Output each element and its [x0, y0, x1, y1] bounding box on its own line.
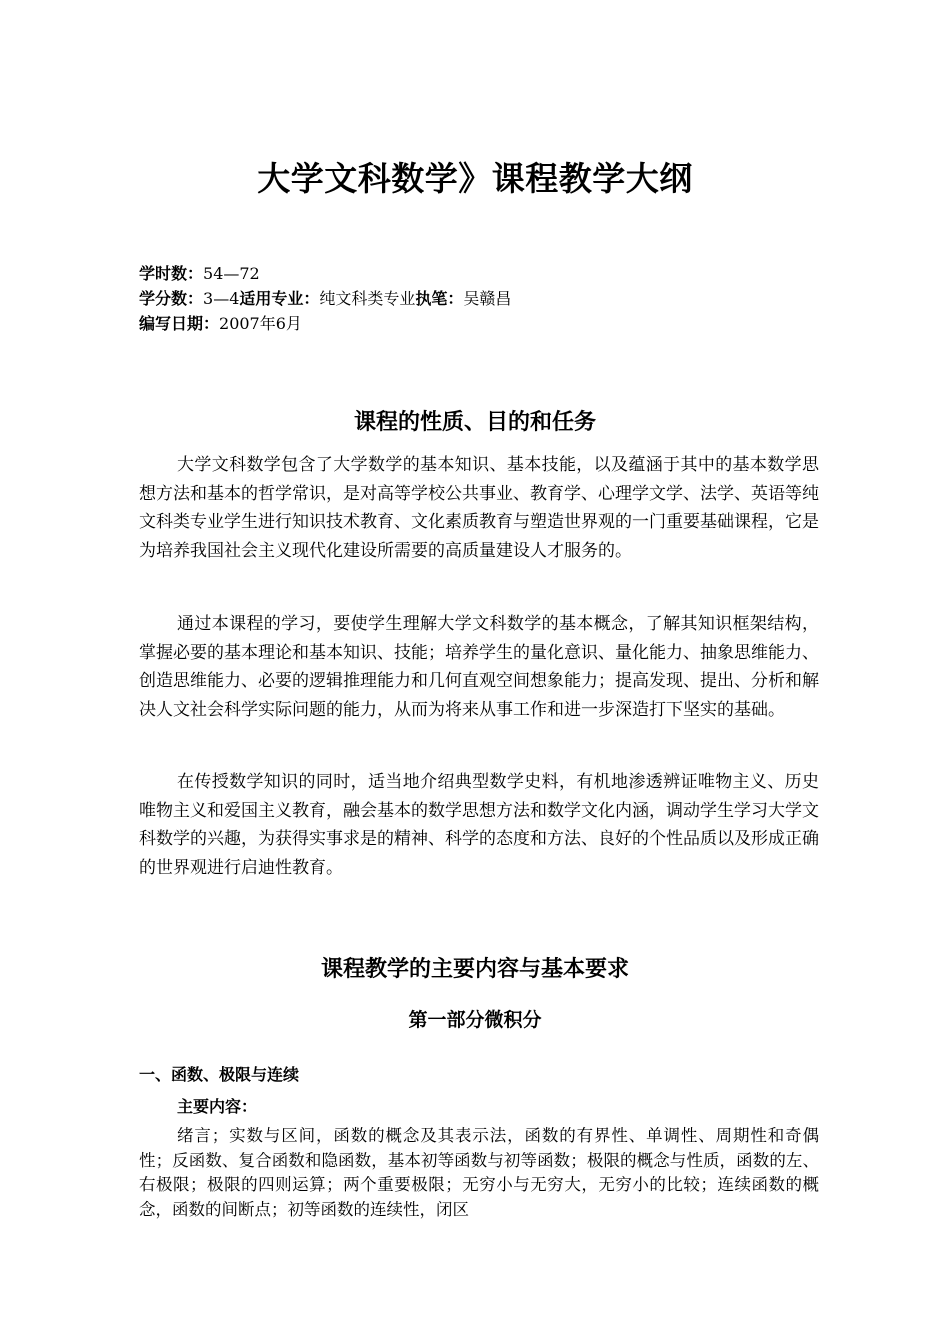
section-heading-nature: 课程的性质、目的和任务 — [353, 410, 596, 435]
author-label: 执笔： — [415, 289, 464, 308]
document-title: 大学文科数学》课程教学大纲 — [257, 159, 693, 198]
meta-date — [139, 312, 302, 337]
major-value: 纯文科类专业 — [319, 289, 416, 308]
part-heading-calculus: 第一部分微积分 — [408, 1009, 542, 1031]
section-heading-content: 课程教学的主要内容与基本要求 — [320, 957, 629, 982]
date-label: 编写日期： — [139, 314, 220, 333]
credits-value: 3—4 — [203, 289, 240, 308]
paragraph-nature-1: 大学文科数学包含了大学数学的基本知识、基本技能，以及蕴涵于其中的基本数学思想方法和基本的哲学常识，是对高等学校公共事业、教育学、心理学文学、法学、英语等纯文科类专业学生进行知识技术教育、文化素质教育与塑造世界观的一门重要基础课程，它是为培养我国社会主义现代化建设所需要的高质量建设人才服务的。 — [139, 455, 819, 561]
meta-credits-line — [139, 287, 511, 312]
credits-label: 学分数： — [139, 289, 204, 308]
paragraph-nature-3: 在传授数学知识的同时，适当地介绍典型数学史料，有机地渗透辨证唯物主义、历史唯物主义和爱国主义教育，融会基本的数学思想方法和数学文化内涵，调动学生学习大学文科数学的兴趣，为获得实事求是的精神、科学的态度和方法、良好的个性品质以及形成正确的世界观进行启迪性教育。 — [139, 772, 819, 878]
major-label: 适用专业： — [239, 289, 320, 308]
hours-label: 学时数： — [139, 264, 204, 283]
meta-hours — [139, 262, 260, 287]
date-value: 2007年6月 — [219, 314, 302, 333]
chapter-heading-functions: 一、函数、极限与连续 — [139, 1065, 300, 1084]
author-value: 吴赣昌 — [463, 289, 512, 308]
paragraph-main-content: 绪言；实数与区间，函数的概念及其表示法，函数的有界性、单调性、周期性和奇偶性；反函数、复合函数和隐函数，基本初等函数与初等函数；极限的概念与性质，函数的左、右极限；极限的四则运算；两个重要极限；无穷小与无穷大，无穷小的比较；连续函数的概念，函数的间断点；初等函数的连续性，闭区 — [139, 1126, 819, 1219]
paragraph-nature-2: 通过本课程的学习，要使学生理解大学文科数学的基本概念，了解其知识框架结构，掌握必要的基本理论和基本知识、技能；培养学生的量化意识、量化能力、抽象思维能力、创造思维能力、必要的逻辑推理能力和几何直观空间想象能力；提高发现、提出、分析和解决人文社会科学实际问题的能力，从而为将来从事工作和进一步深造打下坚实的基础。 — [139, 614, 819, 720]
hours-value: 54—72 — [203, 264, 260, 283]
main-content-label: 主要内容： — [177, 1097, 258, 1116]
